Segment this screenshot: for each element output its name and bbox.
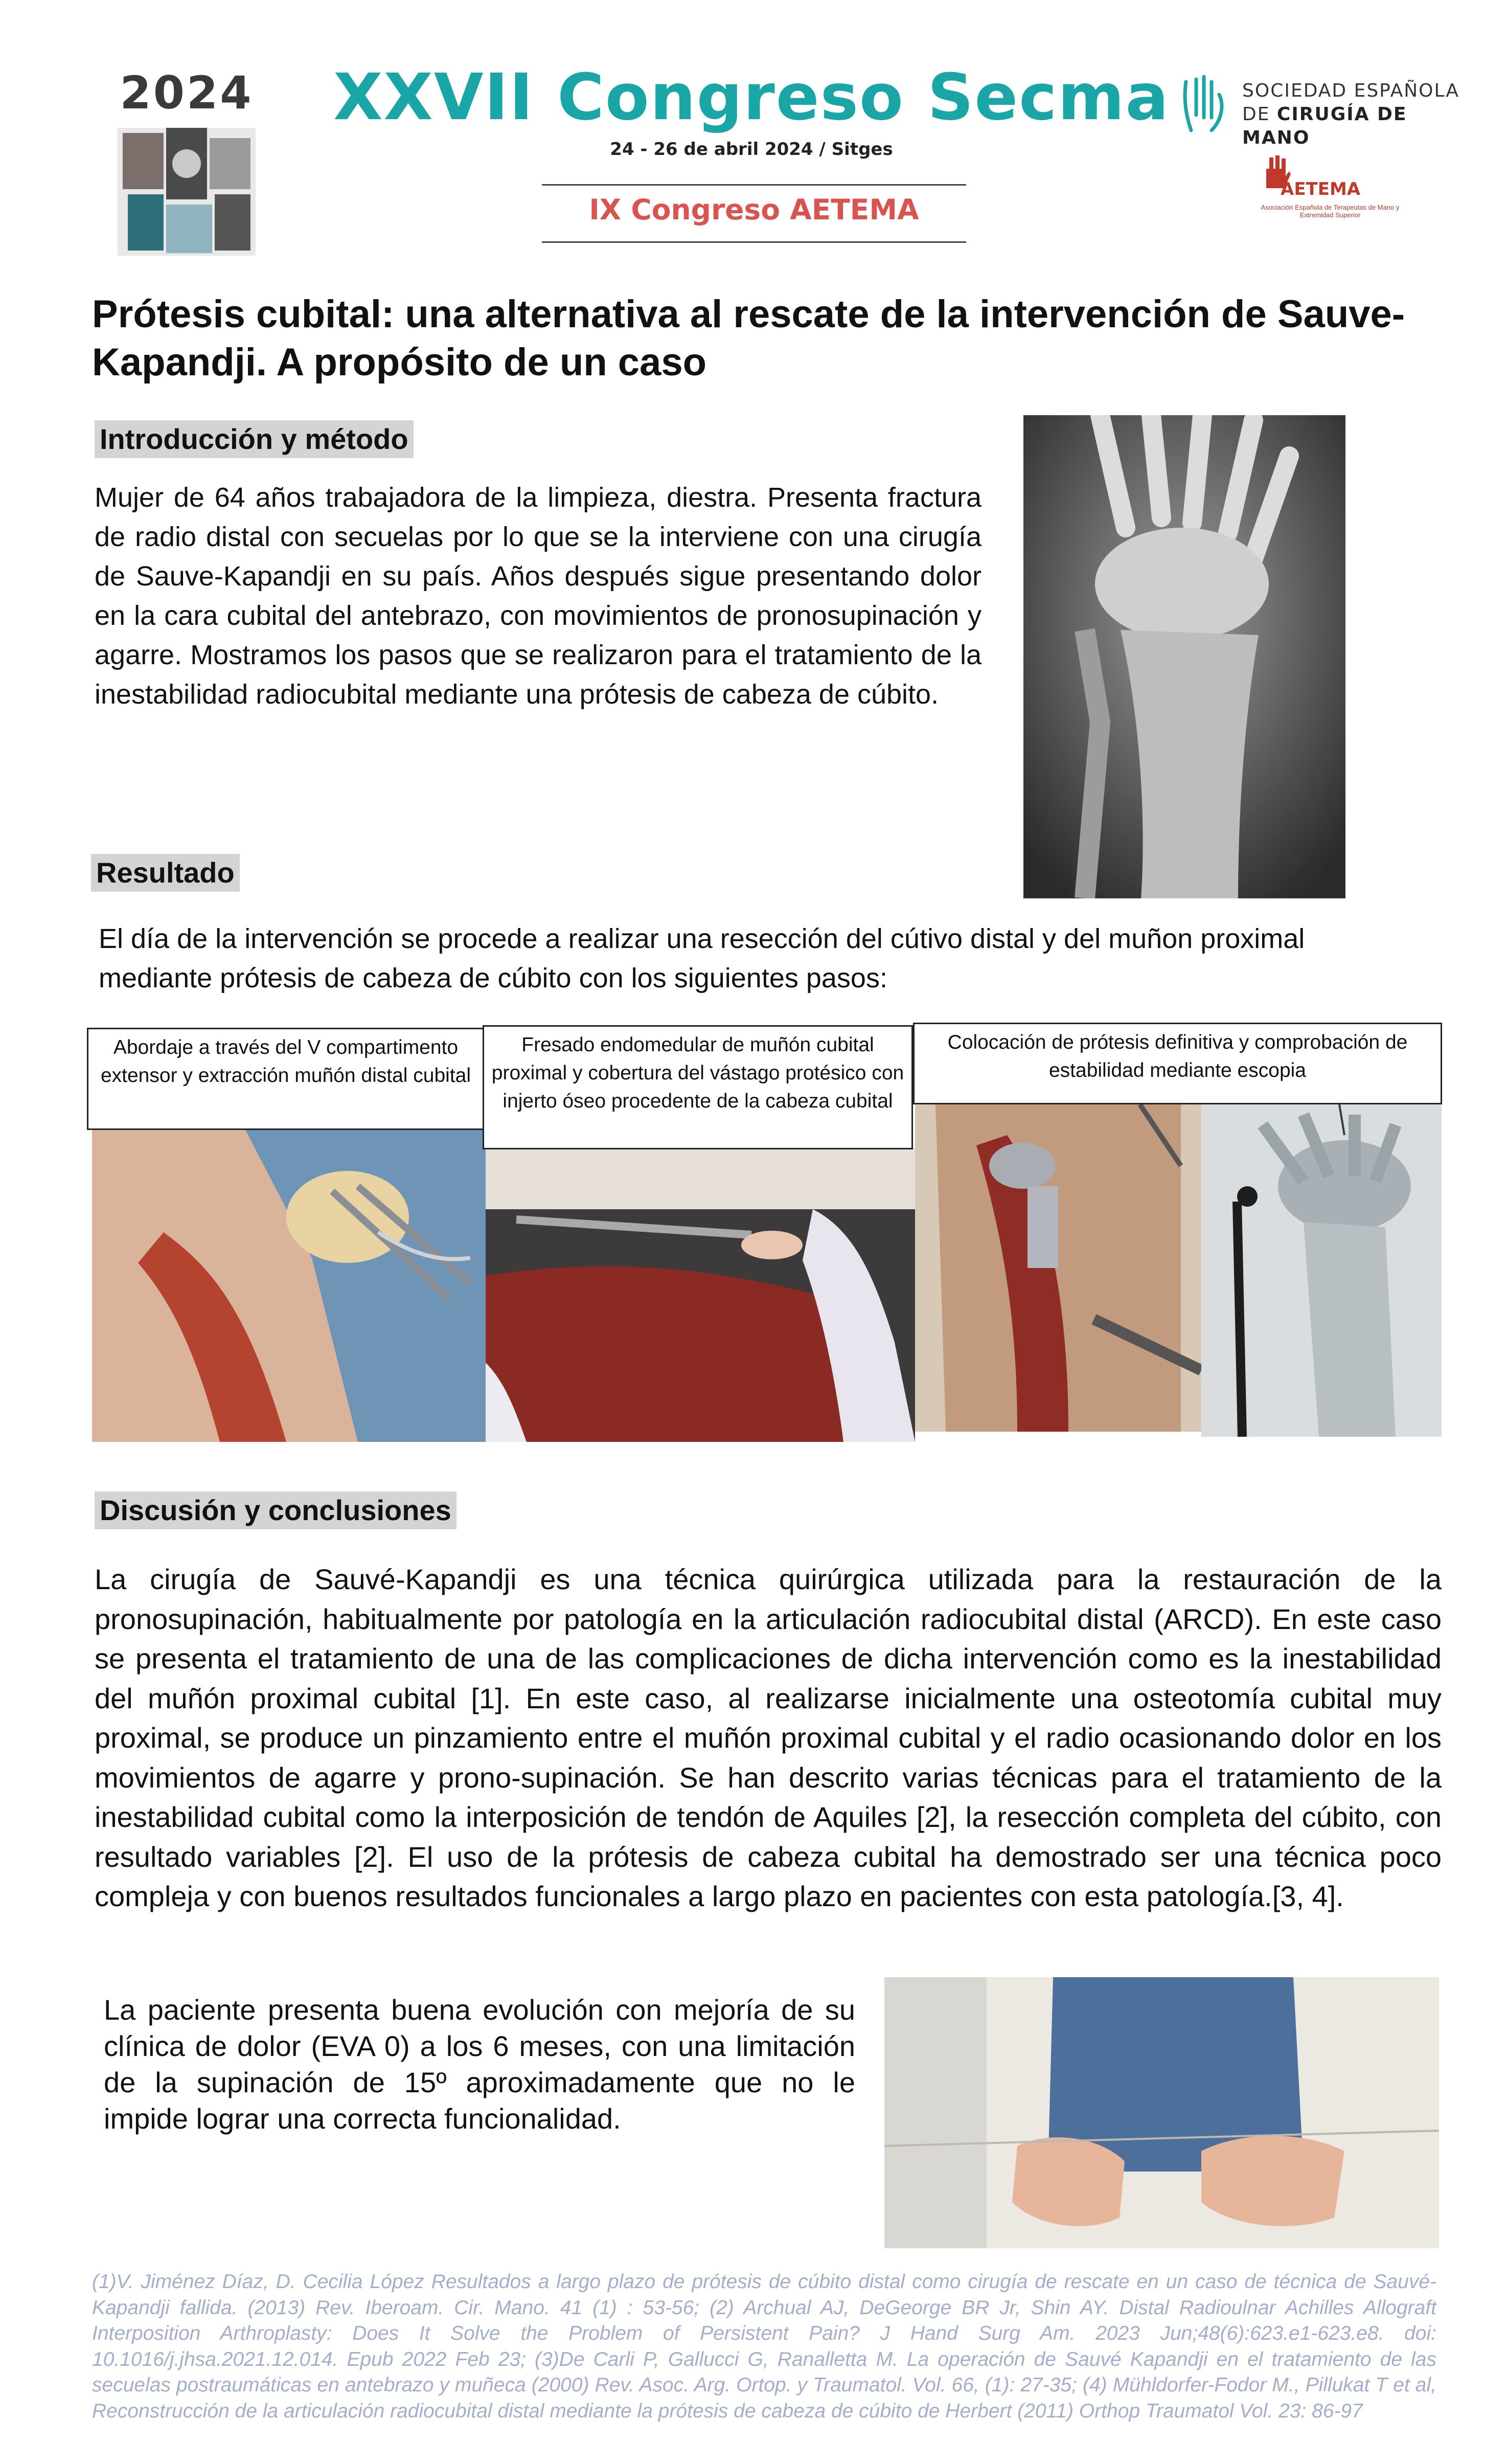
aetema-name: AETEMA bbox=[1281, 179, 1361, 199]
fluoroscopy-image bbox=[1201, 1104, 1442, 1437]
divider bbox=[542, 241, 966, 243]
intro-text: Mujer de 64 años trabajadora de la limpieza, diestra. Presenta fractura de radio distal con secuelas por lo que se la interviene con una cirugía de Sauve-Kapandji en su país. Años después sigue presentando dolor en la cara cubital del antebrazo, con movimientos de pronosupinación y agarre. Mostramos los pasos que se realizaron para el tratamiento de la inestabilidad radiocubital mediante una prótesis de cabeza de cúbito. bbox=[95, 482, 981, 710]
secma-hand-icon bbox=[1176, 69, 1232, 135]
congress-dates: 24 - 26 de abril 2024 / Sitges bbox=[610, 139, 893, 160]
secma-line2-prefix: DE bbox=[1242, 104, 1277, 125]
step-3-label: Colocación de prótesis definitiva y comprobación de estabilidad mediante escopia bbox=[913, 1023, 1442, 1104]
discussion-heading: Discusión y conclusiones bbox=[95, 1491, 456, 1529]
secma-line1: SOCIEDAD ESPAÑOLA bbox=[1242, 80, 1459, 101]
congress-badge bbox=[112, 66, 261, 261]
surgery-photo-approach bbox=[92, 1130, 486, 1442]
wrist-xray-image bbox=[1023, 415, 1345, 898]
step-1-label: Abordaje a través del V compartimento extensor y extracción muñón distal cubital bbox=[87, 1028, 485, 1130]
outcome-text: La paciente presenta buena evolución con mejoría de su clínica de dolor (EVA 0) a los 6 meses, con una limitación de la supinación de 15º aproximadamente que no le impide lograr una correcta funcionalidad. bbox=[104, 1994, 855, 2135]
result-heading: Resultado bbox=[91, 854, 240, 892]
congress-title: XXVII Congreso Secma bbox=[333, 60, 1170, 134]
badge-collage-image bbox=[118, 128, 256, 256]
secma-line2 bbox=[1242, 103, 1462, 150]
surgery-photo-prosthesis bbox=[915, 1104, 1201, 1432]
aetema-congress-label: IX Congreso AETEMA bbox=[589, 193, 919, 226]
badge-year: 2024 bbox=[120, 66, 254, 119]
patient-hands-photo bbox=[884, 1977, 1439, 2248]
divider bbox=[542, 184, 966, 186]
result-text: El día de la intervención se procede a realizar una resección del cútivo distal y del muñon proximal mediante prótesis de cabeza de cúbito con los siguientes pasos: bbox=[99, 923, 1305, 993]
references-text: (1)V. Jiménez Díaz, D. Cecilia López Resultados a largo plazo de prótesis de cúbito distal como cirugía de rescate en un caso de técnica de Sauvé-Kapandji fallida. (2013) Rev. Iberoam. Cir. Mano. 41 (1) : 53-56; (2) Archual AJ, DeGeorge BR Jr, Shin AY. Distal Radioulnar Achilles Allograft Interposition Arthroplasty: Does It Solve the Problem of Persistent Pain? J Hand Surg Am. 2023 Jun;48(6):623.e1-623.e8. doi: 10.1016/j.jhsa.2021.12.014. Epub 2022 Feb 23; (3)De Carli P, Gallucci G, Ranalletta M. La operación de Sauvé Kapandji en el tratamiento de las secuelas postraumáticas en antebrazo y muñeca (2000) Rev. Asoc. Arg. Ortop. y Traumatol. Vol. 66, (1): 27-35; (4) Mühldorfer-Fodor M., Pillukat T et al, Reconstrucción de la articulación radiocubital distal mediante la prótesis de cabeza de cúbito de Herbert (2011) Orthop Traumatol Vol. 23: 86-97 bbox=[92, 2271, 1436, 2422]
aetema-full-name: Asociación Española de Terapeutas de Mano y Extremidad Superior bbox=[1261, 204, 1400, 219]
aetema-logo bbox=[1255, 153, 1408, 225]
secma-line2-bold: CIRUGÍA DE MANO bbox=[1242, 104, 1407, 148]
step-2-label: Fresado endomedular de muñón cubital proximal y cobertura del vástago protésico con injerto óseo procedente de la cabeza cubital bbox=[483, 1025, 913, 1149]
secma-logo bbox=[1176, 69, 1462, 148]
secma-wordmark bbox=[1242, 79, 1462, 150]
poster-title: Prótesis cubital: una alternativa al rescate de la intervención de Sauve-Kapandji. A propósito de un caso bbox=[92, 292, 1405, 384]
discussion-text: La cirugía de Sauvé-Kapandji es una técnica quirúrgica utilizada para la restauración de la pronosupinación, habitualmente por patología en la articulación radiocubital distal (ARCD). En este caso se presenta el tratamiento de una de las complicaciones de dicha intervención como es la inestabilidad del muñón proximal cubital [1]. En este caso, al realizarse inicialmente una osteotomía cubital muy proximal, se produce un pinzamiento entre el muñón proximal cubital y el radio ocasionando dolor en los movimientos de agarre y prono-supinación. Se han descrito varias técnicas para el tratamiento de la inestabilidad cubital como la interposición de tendón de Aquiles [2], la resección completa del cúbito, con resultado variables [2]. El uso de la prótesis de cabeza cubital ha demostrado ser una técnica poco compleja y con buenos resultados funcionales a largo plazo en pacientes con esta patología.[3, 4]. bbox=[95, 1563, 1442, 1912]
surgery-photo-reaming bbox=[486, 1148, 915, 1442]
intro-heading: Introducción y método bbox=[95, 420, 414, 458]
